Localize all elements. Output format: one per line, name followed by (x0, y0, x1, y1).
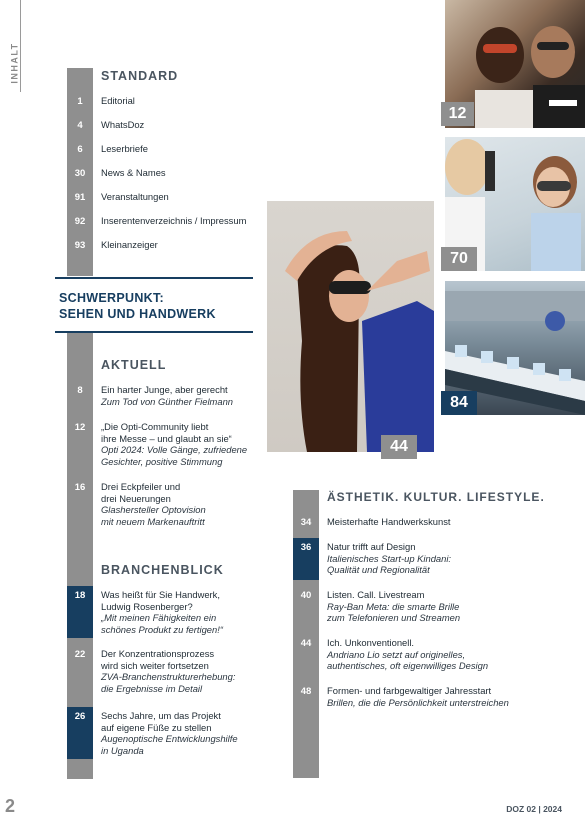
aesthetik-48-subtitle-line: Brillen, die die Persönlichkeit unterstreichen (327, 696, 509, 708)
aesthetik-36-subtitle-line: Italienisches Start-up Kindani: (327, 552, 452, 564)
aesthetik-44-page-number: 44 (300, 638, 312, 649)
aktuell-16-subtitle-line: mit neuem Markenauftritt (101, 515, 205, 527)
aesthetik-44-subtitle-line: authentisches, oft eigenwilliges Design (327, 660, 489, 672)
aesthetik-44-entry[interactable] (327, 637, 488, 672)
branchenblick-18-entry[interactable] (101, 589, 223, 635)
aesthetik-34-title-line: Meisterhafte Handwerkskunst (327, 516, 451, 527)
photo-label-84: 84 (450, 394, 468, 411)
standard-6-entry[interactable] (101, 143, 148, 155)
aesthetik-48-title-line: Formen- und farbgewaltiger Jahresstart (327, 685, 492, 696)
aktuell-12-title-line: „Die Opti-Community liebt (101, 421, 209, 432)
section-title-aktuell: AKTUELL (101, 358, 167, 372)
photo-label-70: 70 (450, 250, 468, 267)
branchenblick-22-subtitle-line: die Ergebnisse im Detail (101, 682, 203, 694)
aesthetik-34-entry[interactable] (327, 516, 451, 528)
aesthetik-48-page-number: 48 (300, 686, 312, 697)
aktuell-12-entry[interactable] (101, 421, 247, 467)
branchenblick-22-title-line: wird sich weiter fortsetzen (101, 659, 209, 671)
standard-4-title-line: WhatsDoz (101, 119, 145, 130)
aktuell-16-page-number: 16 (74, 482, 86, 493)
standard-93-page-number: 93 (74, 240, 86, 251)
branchenblick-18-page-number: 18 (74, 590, 86, 601)
standard-92-title-line: Inserentenverzeichnis / Impressum (101, 215, 247, 226)
section-title-aesthetik: ÄSTHETIK. KULTUR. LIFESTYLE. (327, 490, 545, 504)
aktuell-16-title-line: drei Neuerungen (101, 492, 171, 504)
aesthetik-44-subtitle-line: Andriano Lio setzt auf originelles, (327, 648, 466, 660)
aktuell-8-entry[interactable] (101, 384, 233, 407)
aktuell-16-title-line: Drei Eckpfeiler und (101, 481, 181, 492)
branchenblick-22-entry[interactable] (101, 648, 235, 694)
focus-line-1: SCHWERPUNKT: (59, 291, 164, 305)
woman-sunglasses-illustration (267, 201, 434, 452)
branchenblick-18-title-line: Ludwig Rosenberger? (101, 600, 193, 612)
standard-6-title-line: Leserbriefe (101, 143, 148, 154)
aktuell-8-page-number: 8 (77, 385, 83, 396)
standard-1-title-line: Editorial (101, 95, 135, 106)
aktuell-12-page-number: 12 (74, 422, 86, 433)
aesthetik-bar (293, 490, 319, 778)
branchenblick-26-title-line: auf eigene Füße zu stellen (101, 721, 212, 733)
standard-30-title-line: News & Names (101, 167, 166, 178)
section-title-standard: STANDARD (101, 69, 179, 83)
branchenblick-26-title-line: Sechs Jahre, um das Projekt (101, 710, 221, 721)
aesthetik-40-entry[interactable] (327, 589, 460, 624)
page-number: 2 (5, 796, 16, 816)
focus-heading (59, 290, 216, 322)
aesthetik-40-title-line: Listen. Call. Livestream (327, 589, 425, 600)
branchenblick-22-title-line: Der Konzentrationsprozess (101, 648, 215, 659)
standard-1-entry[interactable] (101, 95, 135, 107)
standard-1-page-number: 1 (77, 96, 83, 107)
photo-woman-sunglasses (267, 201, 434, 452)
focus-line-2: SEHEN UND HANDWERK (59, 307, 216, 321)
branchenblick-22-subtitle-line: ZVA-Branchenstrukturerhebung: (101, 671, 236, 683)
standard-93-title-line: Kleinanzeiger (101, 239, 158, 250)
standard-4-page-number: 4 (77, 120, 83, 131)
focus-rule-top (55, 277, 253, 279)
aesthetik-34-page-number: 34 (300, 517, 312, 528)
aesthetik-40-subtitle-line: zum Telefonieren und Streamen (327, 612, 461, 624)
photo-label-44: 44 (390, 438, 408, 455)
branchenblick-18-subtitle-line: „Mit meinen Fähigkeiten ein (101, 612, 217, 624)
aktuell-16-entry[interactable] (101, 481, 206, 527)
aktuell-8-title-line: Ein harter Junge, aber gerecht (101, 384, 228, 395)
standard-4-entry[interactable] (101, 119, 144, 131)
standard-30-page-number: 30 (74, 168, 86, 179)
aktuell-12-title-line: ihre Messe – und glaubt an sie“ (101, 432, 232, 444)
branchenblick-18-title-line: Was heißt für Sie Handwerk, (101, 589, 220, 600)
aktuell-16-subtitle-line: Glashersteller Optovision (101, 504, 206, 516)
branchenblick-26-subtitle-line: in Uganda (101, 744, 144, 756)
standard-92-page-number: 92 (74, 216, 86, 227)
aesthetik-48-entry[interactable] (327, 685, 509, 708)
branchenblick-26-subtitle-line: Augenoptische Entwicklungshilfe (101, 733, 238, 745)
photo-label-12: 12 (448, 105, 467, 122)
aesthetik-36-title-line: Natur trifft auf Design (327, 541, 416, 552)
branchenblick-26-entry[interactable] (101, 710, 238, 756)
standard-92-entry[interactable] (101, 215, 246, 227)
aesthetik-40-page-number: 40 (300, 590, 312, 601)
standard-91-entry[interactable] (101, 191, 169, 203)
aktuell-12-subtitle-line: Opti 2024: Volle Gänge, zufriedene (101, 444, 248, 456)
branchenblick-22-page-number: 22 (74, 649, 86, 660)
issue-label: DOZ 02 | 2024 (506, 804, 562, 814)
aesthetik-36-page-number: 36 (300, 542, 312, 553)
standard-91-title-line: Veranstaltungen (101, 191, 169, 202)
aktuell-12-subtitle-line: Gesichter, positive Stimmung (101, 455, 223, 467)
standard-91-page-number: 91 (74, 192, 86, 203)
branchenblick-18-subtitle-line: schönes Produkt zu fertigen!“ (101, 623, 223, 635)
aesthetik-44-title-line: Ich. Unkonventionell. (327, 637, 415, 648)
aesthetik-40-subtitle-line: Ray-Ban Meta: die smarte Brille (327, 600, 460, 612)
side-tab: INHALT (9, 42, 20, 84)
aesthetik-36-entry[interactable] (327, 541, 451, 576)
aesthetik-36-subtitle-line: Qualität und Regionalität (327, 564, 430, 576)
section-title-branchenblick: BRANCHENBLICK (101, 563, 224, 577)
standard-93-entry[interactable] (101, 239, 158, 251)
standard-30-entry[interactable] (101, 167, 166, 179)
branchenblick-26-page-number: 26 (74, 711, 86, 722)
aktuell-8-subtitle-line: Zum Tod von Günther Fielmann (101, 395, 234, 407)
standard-6-page-number: 6 (77, 144, 83, 155)
